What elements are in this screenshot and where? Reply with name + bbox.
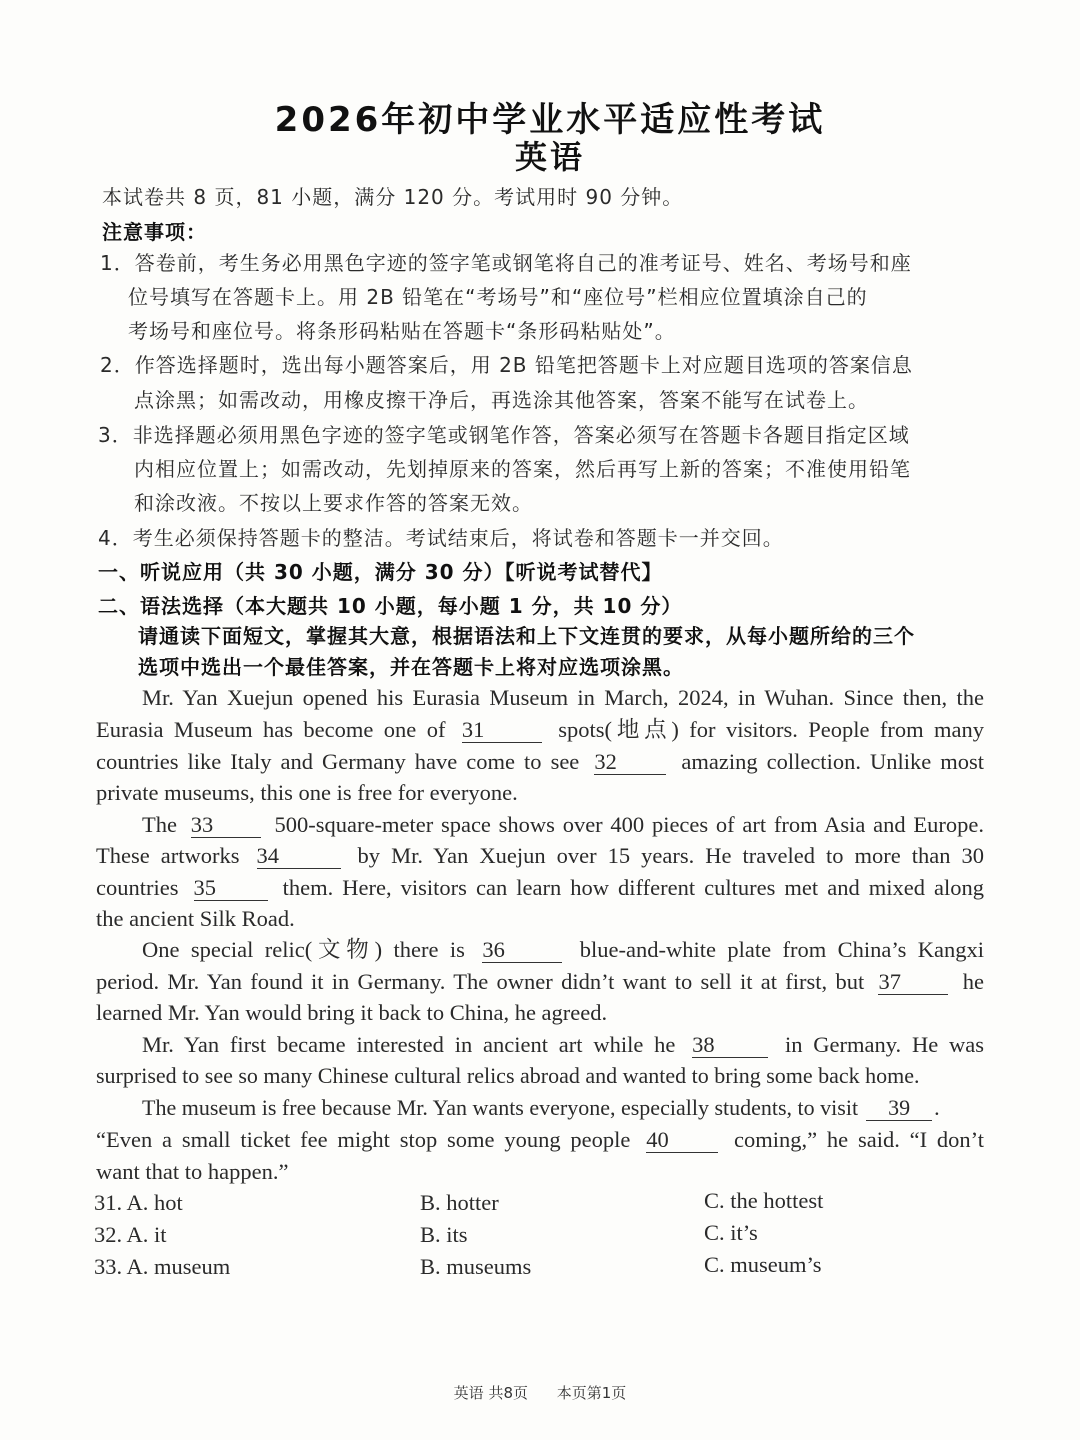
passage-text: 500-square-meter space shows over 400 pieces of art from Asia and Europe. (274, 812, 985, 837)
passage-p1-line-4: private museums, this one is free for everyone. (96, 780, 518, 805)
passage-text: blue-and-white plate from China’s Kangxi (579, 937, 985, 962)
passage-text: Eurasia Museum has become one of (96, 717, 446, 742)
passage-p2-line-1 (142, 810, 984, 840)
passage-p2-line-4: the ancient Silk Road. (96, 906, 295, 931)
blank-38: 38 (692, 1033, 768, 1058)
passage-text: amazing collection. Unlike most (681, 749, 984, 774)
passage-text: countries like Italy and Germany have come to see (96, 749, 580, 774)
passage-text: One special relic(文物) there is (142, 937, 465, 962)
passage-text: countries (96, 875, 179, 900)
passage-p1-line-3 (96, 747, 984, 777)
option-31-a: 31. A. hot (94, 1190, 183, 1215)
notice-item-4: 4．考生必须保持答题卡的整洁。考试结束后，将试卷和答题卡一并交回。 (98, 526, 784, 550)
blank-40: 40 (646, 1128, 718, 1153)
notice-item-3-line-2: 内相应位置上；如需改动，先划掉原来的答案，然后再写上新的答案；不准使用铅笔 (134, 457, 911, 481)
section-1-heading: 一、听说应用（共 30 小题，满分 30 分）【听说考试替代】 (98, 560, 663, 584)
option-33-a: 33. A. museum (94, 1254, 231, 1279)
option-33-c: C. museum’s (704, 1252, 822, 1277)
passage-text: them. Here, visitors can learn how different cultures met and mixed along (282, 875, 985, 900)
footer-subject-pages: 英语 共8页 (453, 1384, 528, 1402)
passage-text: spots(地点) for visitors. People from many (558, 717, 985, 742)
blank-32: 32 (594, 750, 666, 775)
passage-text: coming,” he said. “I don’t (734, 1127, 985, 1152)
notice-item-1-line-2: 位号填写在答题卡上。用 2B 铅笔在“考场号”和“座位号”栏相应位置填涂自己的 (128, 285, 868, 309)
notice-heading: 注意事项： (102, 220, 207, 244)
passage-text: by Mr. Yan Xuejun over 15 years. He traveled to more than 30 (357, 843, 985, 868)
page-footer (0, 1382, 1080, 1403)
option-32-c: C. it’s (704, 1220, 758, 1245)
blank-35: 35 (194, 876, 268, 901)
notice-item-1-line-1: 1．答卷前，考生务必用黑色字迹的签字笔或钢笔将自己的准考证号、姓名、考场号和座 (100, 251, 912, 275)
blank-39: 39 (866, 1096, 932, 1121)
section-2-instruction-1: 请通读下面短文，掌握其大意，根据语法和上下文连贯的要求，从每小题所给的三个 (138, 624, 915, 648)
passage-p3-line-3: learned Mr. Yan would bring it back to China, he agreed. (96, 1000, 608, 1025)
passage-text: These artworks (96, 843, 240, 868)
passage-p2-line-2 (96, 841, 984, 871)
passage-p3-line-2 (96, 967, 984, 997)
passage-p5-line-1 (142, 1093, 940, 1123)
passage-p1-line-1: Mr. Yan Xuejun opened his Eurasia Museum in March, 2024, in Wuhan. Since then, the (142, 685, 984, 710)
passage-text: The museum is free because Mr. Yan wants everyone, especially students, to visit (142, 1095, 859, 1120)
option-31-c: C. the hottest (704, 1188, 824, 1213)
blank-33: 33 (191, 813, 261, 838)
passage-text: “Even a small ticket fee might stop some young people (96, 1127, 631, 1152)
passage-p1-line-2 (96, 715, 984, 745)
notice-item-2-line-2: 点涂黑；如需改动，用橡皮擦干净后，再选涂其他答案，答案不能写在试卷上。 (134, 388, 869, 412)
exam-title: 2026年初中学业水平适应性考试 (274, 100, 826, 140)
option-32-a: 32. A. it (94, 1222, 167, 1247)
passage-p3-line-1 (142, 935, 984, 965)
blank-31: 31 (462, 718, 542, 743)
exam-intro: 本试卷共 8 页，81 小题，满分 120 分。考试用时 90 分钟。 (102, 185, 684, 209)
option-31-b: B. hotter (420, 1190, 499, 1215)
notice-item-3-line-3: 和涂改液。不按以上要求作答的答案无效。 (134, 491, 533, 515)
notice-item-2-line-1: 2．作答选择题时，选出每小题答案后，用 2B 铅笔把答题卡上对应题目选项的答案信息 (100, 353, 913, 377)
section-2-instruction-2: 选项中选出一个最佳答案，并在答题卡上将对应选项涂黑。 (138, 655, 684, 679)
option-32-b: B. its (420, 1222, 468, 1247)
passage-text: The (142, 812, 177, 837)
section-2-heading: 二、语法选择（本大题共 10 小题，每小题 1 分，共 10 分） (98, 594, 683, 618)
blank-36: 36 (482, 938, 562, 963)
passage-text: he (962, 969, 985, 994)
passage-p5-line-3: want that to happen.” (96, 1159, 289, 1184)
option-33-b: B. museums (420, 1254, 532, 1279)
passage-p2-line-3 (96, 873, 984, 903)
passage-text: Mr. Yan first became interested in ancient art while he (142, 1032, 676, 1057)
footer-page-number: 本页第1页 (556, 1384, 627, 1402)
subject-title: 英语 (514, 138, 585, 176)
passage-text: in Germany. He was (784, 1032, 985, 1057)
passage-p4-line-1 (142, 1030, 984, 1060)
blank-34: 34 (257, 844, 341, 869)
passage-p4-line-2: surprised to see so many Chinese cultural relics abroad and wanted to bring some back home. (96, 1063, 920, 1088)
passage-p5-line-2 (96, 1125, 984, 1155)
blank-37: 37 (878, 970, 948, 995)
notice-item-1-line-3: 考场号和座位号。将条形码粘贴在答题卡“条形码粘贴处”。 (128, 319, 676, 343)
notice-item-3-line-1: 3．非选择题必须用黑色字迹的签字笔或钢笔作答，答案必须写在答题卡各题目指定区域 (98, 423, 910, 447)
passage-text: . (934, 1095, 940, 1120)
passage-text: period. Mr. Yan found it in Germany. The owner didn’t want to sell it at first, but (96, 969, 865, 994)
